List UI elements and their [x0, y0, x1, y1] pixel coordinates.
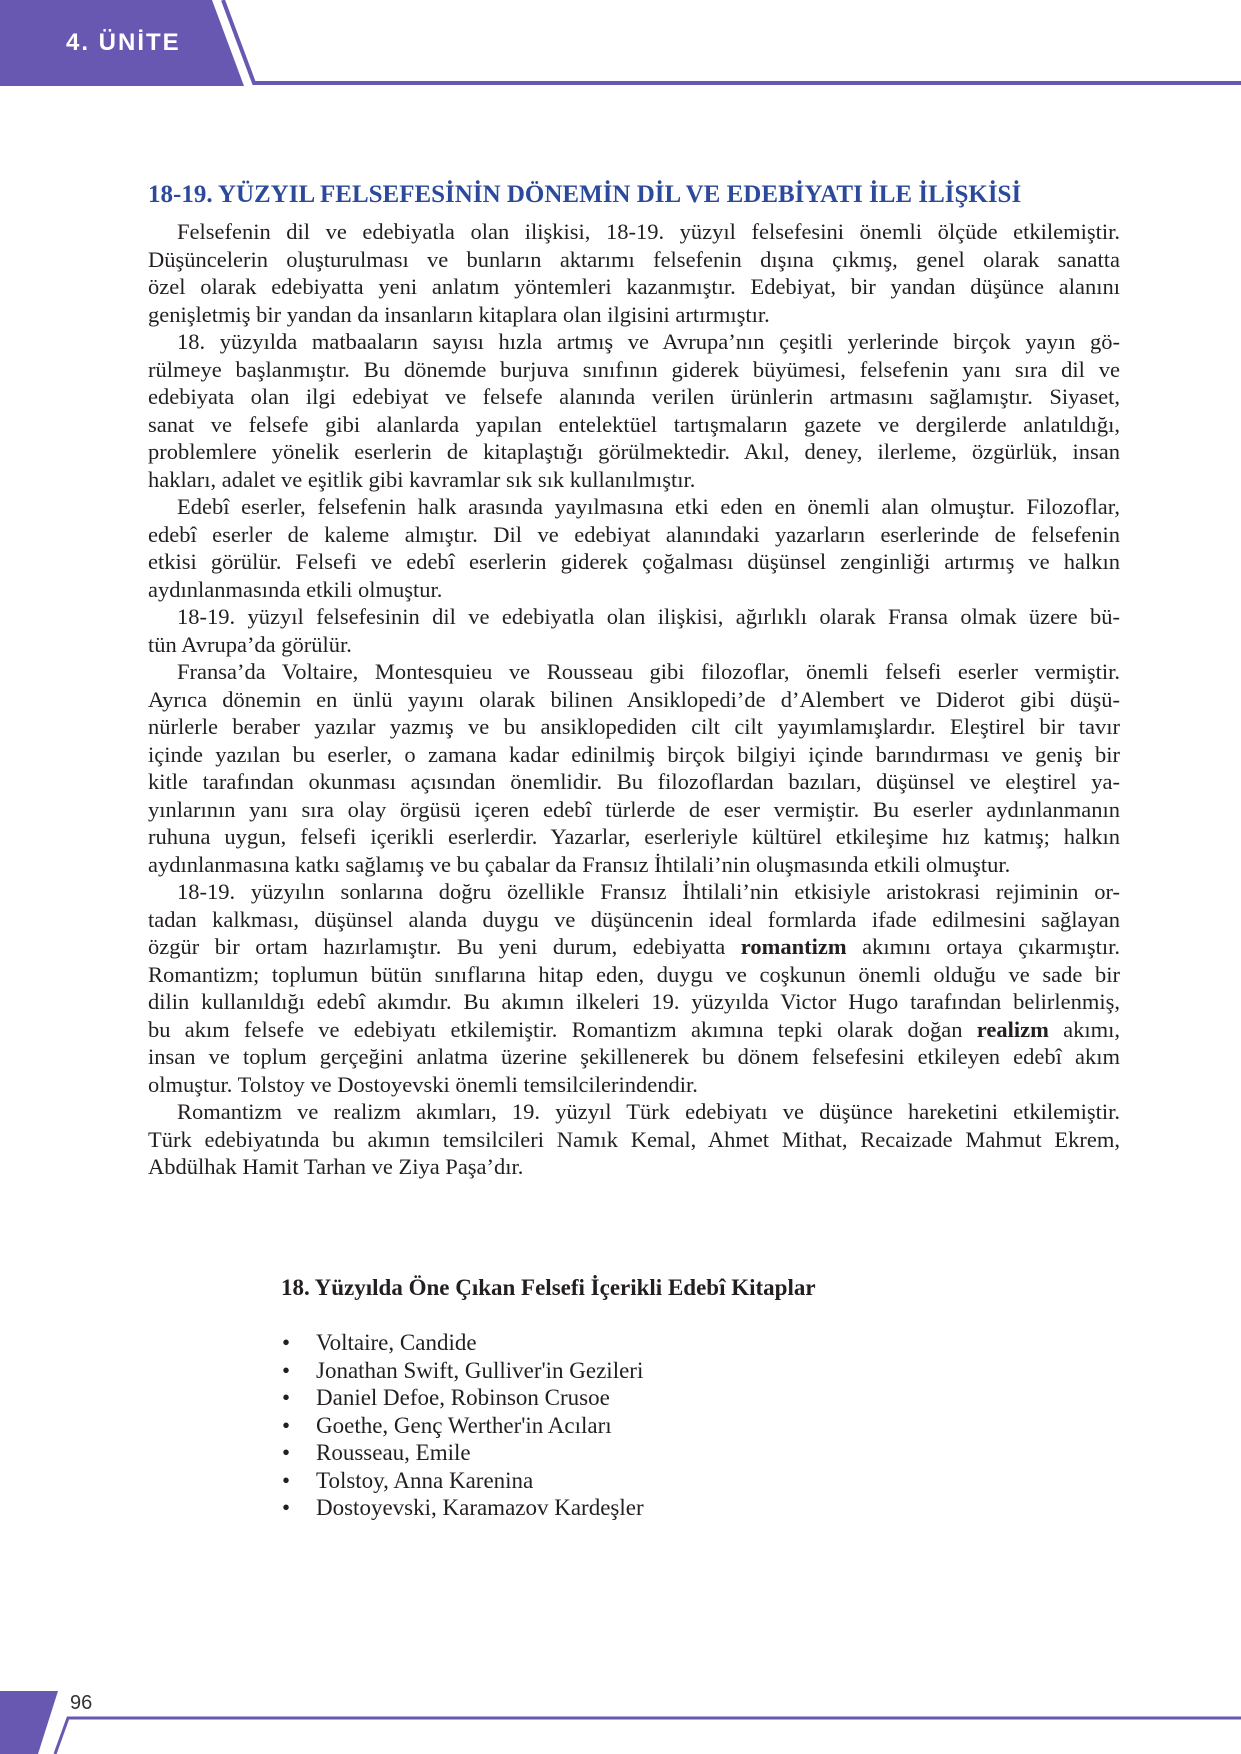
list-item	[281, 1384, 644, 1412]
unit-label: 4. ÜNİTE	[66, 29, 181, 56]
list-item-text: Tolstoy, Anna Karenina	[316, 1467, 534, 1493]
header-banner	[0, 0, 1241, 90]
body-line: Romantizm ve realizm akımları, 19. yüzyıl Türk edebiyatı ve düşünce hareketini etkilemiştir.	[177, 1099, 1120, 1124]
paragraph	[148, 218, 1120, 328]
body-line: etkisi görülür. Felsefi ve edebî eserlerin giderek çoğalması düşünsel zenginliği artırmış ve halkın	[148, 549, 1120, 574]
bullet-icon	[281, 1467, 291, 1495]
list-item-text: Dostoyevski, Karamazov Kardeşler	[316, 1495, 644, 1521]
book-list-heading: 18. Yüzyılda Öne Çıkan Felsefi İçerikli Edebî Kitaplar	[281, 1275, 816, 1300]
bullet-icon	[281, 1439, 291, 1467]
list-item	[281, 1439, 644, 1467]
list-item-text: Voltaire, Candide	[316, 1330, 477, 1356]
body-line: insan ve toplum gerçeğini anlatma üzerine şekillenerek bu dönem felsefesini etkileyen edebî akım	[148, 1044, 1120, 1069]
body-line: genişletmiş bir yandan da insanların kitaplara olan ilgisini artırmıştır.	[148, 301, 770, 327]
body-line: Felsefenin dil ve edebiyatla olan ilişkisi, 18-19. yüzyıl felsefesini önemli ölçüde etkilemiştir.	[177, 219, 1120, 244]
paragraph	[148, 658, 1120, 878]
body-line: aydınlanmasında etkili olmuştur.	[148, 576, 443, 602]
body-line: kitle tarafından okunması açısından önemlidir. Bu filozoflardan bazıları, düşünsel ve eleştirel ya-	[148, 769, 1120, 794]
bullet-icon	[281, 1329, 291, 1357]
body-line	[148, 933, 1120, 961]
list-item-text: Goethe, Genç Werther'in Acıları	[316, 1412, 612, 1438]
list-item-text: Rousseau, Emile	[316, 1440, 471, 1466]
list-item	[281, 1467, 644, 1495]
body-line: problemlere yönelik eserlerin de kitaplaştığı görülmektedir. Akıl, deney, ilerleme, özgürlük, insan	[148, 439, 1120, 464]
bullet-icon	[281, 1357, 291, 1385]
body-line: Fransa’da Voltaire, Montesquieu ve Rousseau gibi filozoflar, önemli felsefi eserler vermiştir.	[177, 659, 1120, 684]
term-realizm: realizm	[976, 1016, 1049, 1042]
footer-rule	[55, 1718, 1241, 1754]
body-line: Ayrıca dönemin en ünlü yayını olarak bilinen Ansiklopedi’de d’Alembert ve Diderot gibi düşü-	[148, 686, 1120, 712]
bullet-icon	[281, 1384, 291, 1412]
list-item	[281, 1494, 644, 1522]
line-text: akımı,	[1048, 1016, 1120, 1042]
paragraph	[148, 493, 1120, 603]
body-line: ruhuna uygun, felsefi içerikli eserlerdir. Yazarlar, eserleriyle kültürel etkileşime hız katmış; halkın	[148, 824, 1120, 849]
paragraph	[148, 603, 1120, 658]
body-line: hakları, adalet ve eşitlik gibi kavramlar sık sık kullanılmıştır.	[148, 466, 696, 492]
line-text: bu akım felsefe ve edebiyatı etkilemiştir. Romantizm akımına tepki olarak doğan	[148, 1016, 977, 1042]
body-line	[148, 1016, 1120, 1044]
term-romantizm: romantizm	[740, 934, 847, 959]
body-line: içinde yazılan bu eserler, o zamana kadar edinilmiş birçok bilgiyi içinde barındırması ve geniş bir	[148, 741, 1120, 767]
list-item	[281, 1412, 644, 1440]
paragraph	[148, 878, 1120, 1098]
body-line: Romantizm; toplumun bütün sınıflarına hitap eden, duygu ve coşkunun önemli olduğu ve sade bir	[148, 961, 1120, 987]
line-text: özgür bir ortam hazırlamıştır. Bu yeni durum, edebiyatta	[148, 934, 741, 959]
body-line: sanat ve felsefe gibi alanlarda yapılan entelektüel tartışmaların gazete ve dergilerde anlatıldığı,	[148, 411, 1120, 437]
body-line: aydınlanmasına katkı sağlamış ve bu çabalar da Fransız İhtilali’nin oluşmasında etkili olmuştur.	[148, 851, 1011, 877]
list-item	[281, 1357, 644, 1385]
section-title: 18-19. YÜZYIL FELSEFESİNİN DÖNEMİN DİL VE EDEBİYATI İLE İLİŞKİSİ	[148, 181, 1022, 208]
body-line: olmuştur. Tolstoy ve Dostoyevski önemli temsilcilerindendir.	[148, 1071, 698, 1097]
line-text: akımını ortaya çıkarmıştır.	[846, 934, 1120, 959]
body-line: tadan kalkması, düşünsel alanda duygu ve düşüncenin ideal formlarda ifade edilmesini sağlayan	[148, 906, 1120, 932]
body-text	[148, 218, 1120, 1181]
list-item	[281, 1329, 644, 1357]
body-line: Türk edebiyatında bu akımın temsilcileri Namık Kemal, Ahmet Mithat, Recaizade Mahmut Ekrem,	[148, 1126, 1120, 1152]
body-line: edebiyata olan ilgi edebiyat ve felsefe alanında verilen ürünlerin artmasını sağlamıştır. Siyaset,	[148, 384, 1120, 409]
list-item-text: Jonathan Swift, Gulliver'in Gezileri	[316, 1357, 644, 1383]
body-line: edebî eserler de kaleme almıştır. Dil ve edebiyat alanındaki yazarların eserlerinde de felsefenin	[148, 521, 1120, 547]
body-line: tün Avrupa’da görülür.	[148, 631, 352, 657]
body-line: dilin kullanıldığı edebî akımdır. Bu akımın ilkeleri 19. yüzyılda Victor Hugo tarafından belirlenmiş,	[148, 989, 1120, 1014]
body-line: Düşüncelerin oluşturulması ve bunların aktarımı felsefenin dışına çıkmış, genel olarak sanatta	[148, 246, 1120, 272]
body-line: 18-19. yüzyılın sonlarına doğru özellikle Fransız İhtilali’nin etkisiyle aristokrasi rejiminin or-	[177, 879, 1120, 904]
body-line: özel olarak edebiyatta yeni anlatım yöntemleri kazanmıştır. Edebiyat, bir yandan düşünce alanını	[148, 274, 1120, 299]
body-line: 18-19. yüzyıl felsefesinin dil ve edebiyatla olan ilişkisi, ağırlıklı olarak Fransa olmak üzere bü-	[177, 604, 1120, 629]
body-line: yınlarının yanı sıra olay örgüsü içeren edebî türlerde de eser vermiştir. Bu eserler aydınlanmanın	[148, 796, 1120, 822]
list-item-text: Daniel Defoe, Robinson Crusoe	[316, 1385, 610, 1411]
paragraph	[148, 1098, 1120, 1181]
paragraph	[148, 328, 1120, 493]
bullet-icon	[281, 1412, 291, 1440]
body-line: 18. yüzyılda matbaaların sayısı hızla artmış ve Avrupa’nın çeşitli yerlerinde birçok yayın gö-	[177, 329, 1120, 354]
body-line: rülmeye başlanmıştır. Bu dönemde burjuva sınıfının giderek büyümesi, felsefenin yanı sıra dil ve	[148, 356, 1120, 382]
footer-banner	[0, 1685, 1241, 1754]
body-line: Edebî eserler, felsefenin halk arasında yayılmasına etki eden en önemli alan olmuştur. Filozoflar,	[177, 494, 1120, 519]
bullet-icon	[281, 1494, 291, 1522]
body-line: nürlerle beraber yazılar yazmış ve bu ansiklopediden cilt cilt yayımlamışlardır. Eleştirel bir tavır	[148, 714, 1120, 739]
page-number: 96	[70, 1692, 93, 1714]
body-line: Abdülhak Hamit Tarhan ve Ziya Paşa’dır.	[148, 1154, 524, 1179]
book-list	[281, 1329, 644, 1522]
footer-corner-shape	[0, 1691, 58, 1754]
header-rule	[223, 0, 1241, 83]
